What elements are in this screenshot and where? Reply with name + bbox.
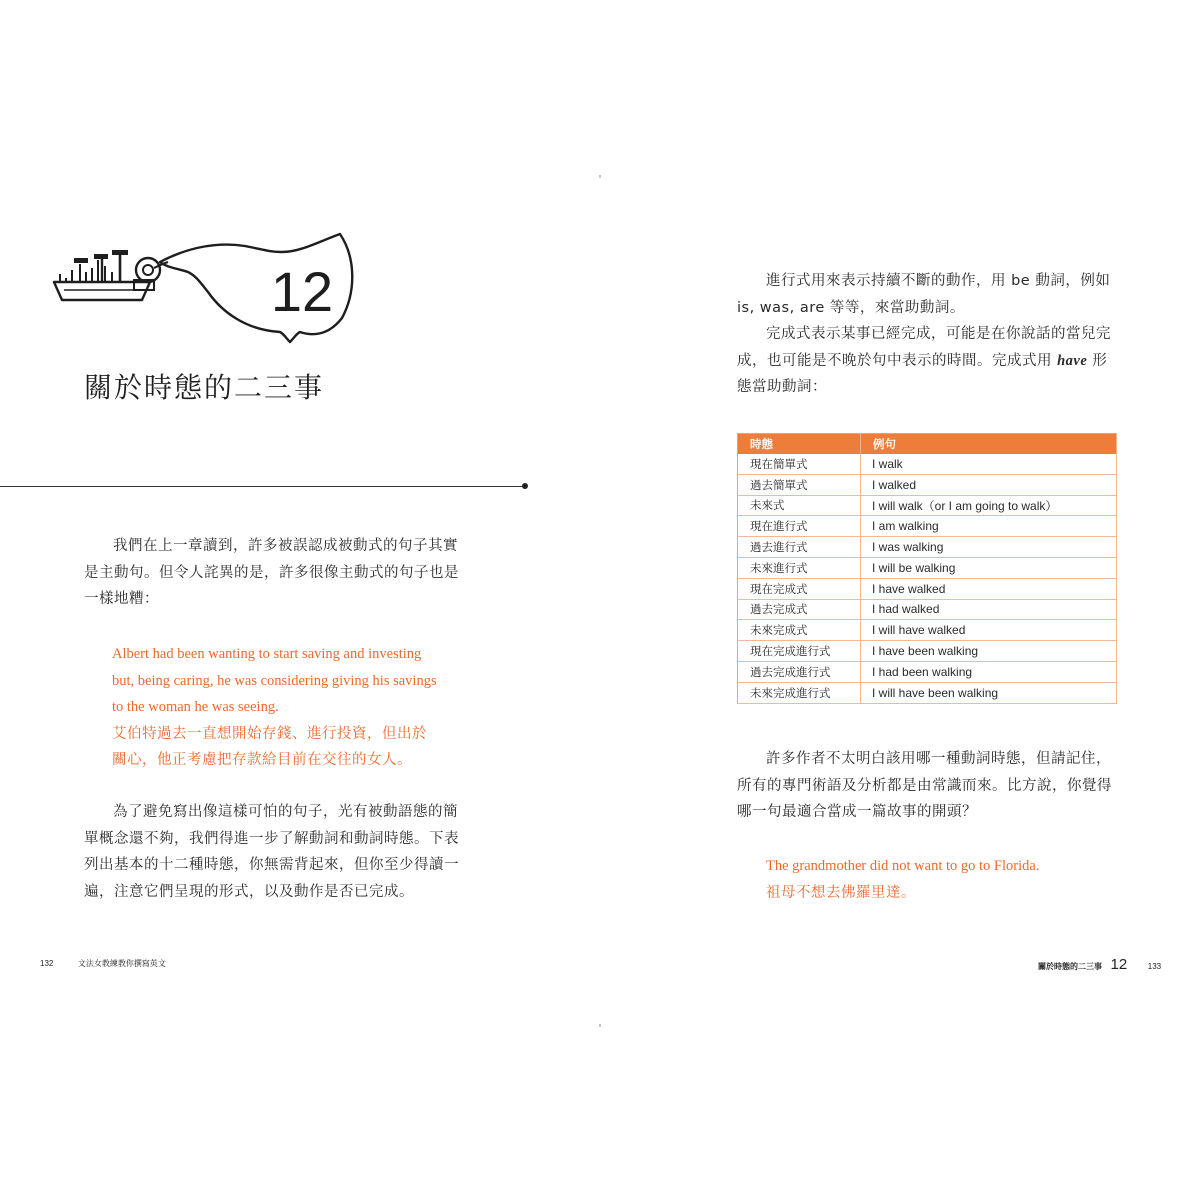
book-title: 文法女教練教你撰寫英文 [77,959,166,968]
tense-example: I had been walking [861,661,1117,682]
tense-name: 現在完成進行式 [738,641,861,662]
story-example-en: The grandmother did not want to go to Florida. [766,858,1040,874]
tense-name: 未來完成式 [738,620,861,641]
table-row [738,495,1117,516]
tense-example: I will have been walking [861,682,1117,703]
table-row [738,557,1117,578]
example-en-line-1: Albert had been wanting to start saving and investing [112,646,422,662]
example-zh-line-2: 關心，他正考慮把存款給目前在交往的女人。 [112,752,412,768]
tense-example: I will be walking [861,557,1117,578]
table-row [738,578,1117,599]
example-zh-line-1: 艾伯特過去一直想開始存錢、進行投資，但出於 [112,725,427,742]
tense-name: 過去簡單式 [738,474,861,495]
second-paragraph: 為了避免寫出像這樣可怕的句子，光有被動語態的簡單概念還不夠，我們得進一步了解動詞和動詞時態。下表列出基本的十二種時態，你無需背起來，但你至少得讀一遍，注意它們呈現的形式，以及動作是否已完成。 [84,804,459,900]
right-page-number: 133 [1147,962,1162,971]
have-emphasis: have [1057,352,1088,369]
table-row [738,641,1117,662]
chapter-number: 12 [270,260,334,323]
table-row [738,516,1117,537]
table-row [738,661,1117,682]
example-block [112,641,472,774]
table-row [738,474,1117,495]
tense-name: 未來完成進行式 [738,682,861,703]
table-header-row [738,434,1117,455]
right-footer [1038,956,1161,973]
tense-name: 過去完成式 [738,599,861,620]
tense-example: I have walked [861,578,1117,599]
perfect-paragraph-end: 形態當助動詞： [737,352,1108,395]
story-example-zh: 祖母不想去佛羅里達。 [766,884,916,901]
tense-choice-paragraph: 許多作者不太明白該用哪一種動詞時態，但請記住，所有的專門術語及分析都是由常識而來。比方說，你覺得哪一句最適合當成一篇故事的開頭？ [737,751,1112,820]
tense-name: 現在完成式 [738,578,861,599]
running-title: 關於時態的二三事 [1038,962,1102,971]
tense-example: I was walking [861,537,1117,558]
tense-name: 過去完成進行式 [738,661,861,682]
table-row [738,682,1117,703]
story-example-block [766,853,1126,906]
tense-name: 未來進行式 [738,557,861,578]
tense-example: I walk [861,454,1117,474]
right-page [600,0,1200,1200]
tense-example: I had walked [861,599,1117,620]
header-example: 例句 [861,434,1117,455]
tense-example: I am walking [861,516,1117,537]
tense-name: 未來式 [738,495,861,516]
tense-name: 現在簡單式 [738,454,861,474]
table-row [738,599,1117,620]
tense-example: I will have walked [861,620,1117,641]
chapter-title: 關於時態的二三事 [84,371,325,404]
table-row [738,454,1117,474]
divider-dot [522,483,528,489]
table-row [738,537,1117,558]
intro-paragraph: 我們在上一章讀到，許多被誤認成被動式的句子其實是主動句。但令人詫異的是，許多很像主動式的句子也是一樣地糟： [84,538,459,607]
progressive-paragraph: 進行式用來表示持續不斷的動作，用 be 動詞，例如 is, was, are 等等，來當助動詞。 [737,273,1111,316]
title-divider [0,486,524,487]
tense-table [737,433,1117,704]
left-footer [40,958,166,969]
footer-chapter-number: 12 [1110,956,1128,973]
perfect-paragraph [737,321,1119,401]
tense-example: I have been walking [861,641,1117,662]
tense-name: 現在進行式 [738,516,861,537]
header-tense: 時態 [738,434,861,455]
example-en-line-2: but, being caring, he was considering giving his savings [112,672,437,689]
example-en-line-3: to the woman he was seeing. [112,699,279,715]
tense-example: I walked [861,474,1117,495]
table-row [738,620,1117,641]
left-page-number: 132 [40,959,54,968]
tense-name: 過去進行式 [738,537,861,558]
perfect-paragraph-text: 完成式表示某事已經完成，可能是在你說話的當兒完成，也可能是不晚於句中表示的時間。完成式用 [737,326,1111,369]
tense-example: I will walk（or I am going to walk） [861,495,1117,516]
